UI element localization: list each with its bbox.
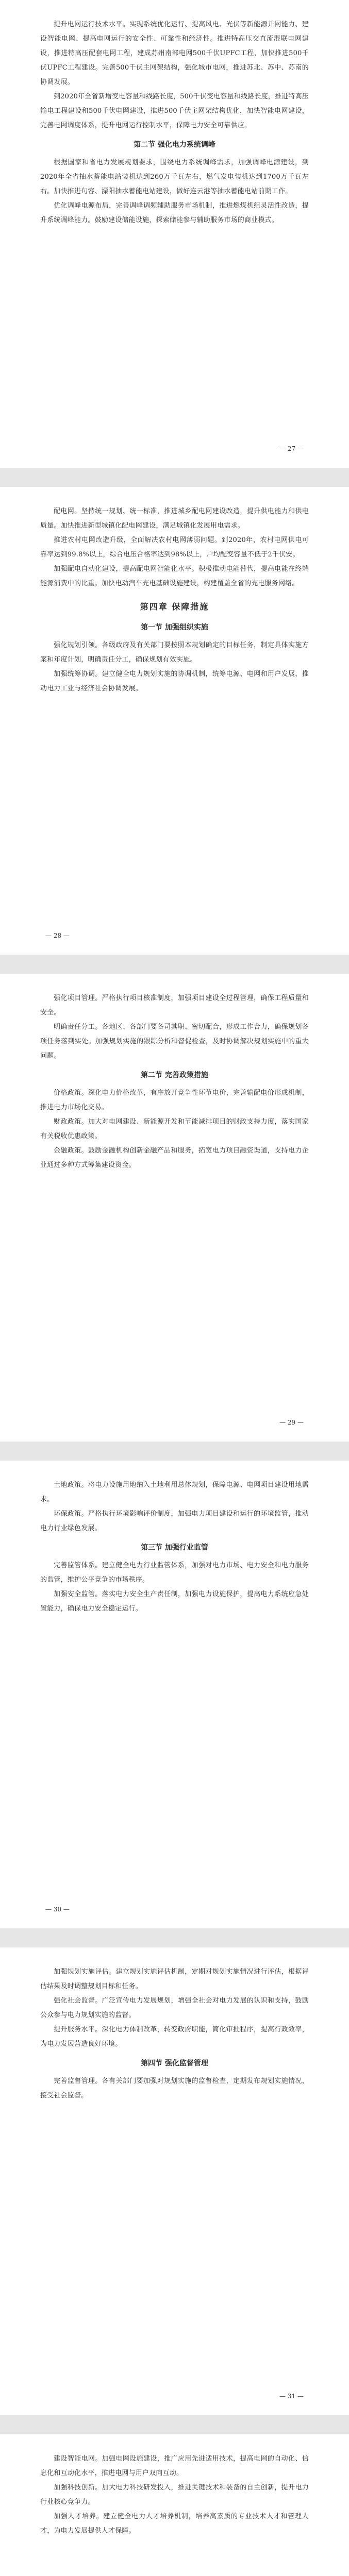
paragraph: 根据国家和省电力发展规划要求，围绕电力系统调峰需求，加强调峰电源建设，到2020年全省抽水蓄能电站装机达到260万千瓦左右，燃气发电装机达到1700万千瓦左右。加快推进句容、溧阳抽水蓄能电站建设，做好连云港等抽水蓄能电站前期工作。	[40, 159, 309, 195]
section-heading: 第三节 加强行业监管	[141, 1544, 208, 1552]
paragraph: 提升电网运行技术水平。实现系统优化运行、提高风电、光伏等新能源并网能力、建设智能电网、提高电网运行的安全性、可靠性和经济性。推进特高压交直流混联电网建设，推进特高压配套电网工程，建成苏州南部电网500千伏UPFC工程，加快推进500千伏UPFC工程建设。完善500千伏主网架结构，强化城市电网，推进苏北、苏中、苏南的协调发展。	[40, 21, 309, 86]
paragraph: 到2020年全省新增变电容量和线路长度，500千伏变电容量和线路长度，推进特高压输电工程建设和500千伏电网建设，推进500千伏主网架结构优化，加快智能电网建设，完善电网调度体系，提升电网运行控制水平，保障电力安全可靠供应。	[40, 93, 309, 129]
paragraph: 土地政策。将电力设施用地纳入土地利用总体规划，保障电源、电网项目建设用地需求。	[40, 1481, 309, 1503]
paragraph: 配电网。坚持统一规划、统一标准，推进城乡配电网建设改造，提升供电能力和供电质量。加快推进新型城镇化配电网建设，满足城镇化发展用电需求。	[40, 507, 309, 530]
document-page-4	[0, 1461, 349, 1928]
paragraph: 强化规划引领。各级政府及有关部门要按照本规划确定的目标任务，制定具体实施方案和年度计划，明确责任分工，确保规划有效实施。	[40, 641, 309, 664]
page-number: — 30 —	[45, 1906, 70, 1913]
paragraph: 加强统筹协调。建立健全电力规划实施的协调机制，统筹电源、电网和用户发展，推动电力工业与经济社会协调发展。	[40, 670, 309, 692]
paragraph: 强化项目管理。严格执行项目核准制度，加强项目建设全过程管理，确保工程质量和安全。	[40, 994, 309, 1016]
page-number: — 28 —	[45, 932, 70, 939]
paragraph: 价格政策。深化电力价格改革，有序放开竞争性环节电价，完善输配电价形成机制，推进电力市场化交易。	[40, 1089, 309, 1111]
chapter-heading: 第四章 保障措施	[140, 602, 209, 612]
document-page-1	[0, 0, 349, 468]
paragraph: 提升服务水平。深化电力体制改革，转变政府职能，简化审批程序，提高行政效率，为电力发展营造良好环境。	[40, 2026, 309, 2048]
document-page-3	[0, 974, 349, 1442]
paragraph: 加强科技创新。加大电力科技研发投入，推进关键技术和装备的自主创新，提升电力行业核心竞争力。	[40, 2484, 309, 2506]
paragraph: 加强安全监管。落实电力安全生产责任制，加强电力设施保护，提高电力系统应急处置能力，确保电力安全稳定运行。	[40, 1590, 309, 1613]
paragraph: 完善监督管理。各有关部门要加强对规划实施的监督检查，定期发布规划实施情况，接受社会监督。	[40, 2077, 309, 2099]
section-heading: 第二节 完善政策措施	[141, 1071, 208, 1079]
page-number: — 31 —	[279, 2393, 304, 2400]
paragraph: 财政政策。加大对电网建设、新能源开发和节能减排项目的财政支持力度，落实国家有关税收优惠政策。	[40, 1118, 309, 1140]
paragraph: 加强规划实施评估。建立规划实施评估机制，定期对规划实施情况进行评估，根据评估结果及时调整规划目标和任务。	[40, 1968, 309, 1990]
section-heading: 第二节 强化电力系统调峰	[134, 141, 215, 149]
paragraph: 加强人才培养。建立健全电力人才培养机制，培养高素质的专业技术人才和管理人才，为电力发展提供人才保障。	[40, 2513, 309, 2535]
paragraph: 推进农村电网改造升级，全面解决农村电网薄弱问题。到2020年，农村电网供电可靠率达到99.8%以上，综合电压合格率达到98%以上，户均配变容量不低于2千伏安。	[40, 536, 309, 558]
paragraph: 优化调峰电源布局，完善调峰调频辅助服务市场机制，推进燃煤机组灵活性改造，提升系统调峰能力。鼓励建设储能设施，探索储能参与辅助服务市场的商业模式。	[40, 202, 309, 224]
paragraph: 强化社会监督。广泛宣传电力发展规划，增强全社会对电力发展的认识和支持，鼓励公众参与电力规划实施的监督。	[40, 1997, 309, 2019]
document-page-6	[0, 2434, 349, 2576]
paragraph: 加强配电自动化建设，提高配电网智能化水平。积极推动电能替代，提高电能在终端能源消费中的比重。加快电动汽车充电基础设施建设，构建覆盖全省的充电服务网络。	[40, 565, 309, 587]
paragraph: 金融政策。鼓励金融机构创新金融产品和服务，拓宽电力项目融资渠道，支持电力企业通过多种方式筹集建设资金。	[40, 1147, 309, 1169]
paragraph: 完善监管体系。建立健全电力行业监管体系，加强对电力市场、电力安全和电力服务的监管，维护公平竞争的市场秩序。	[40, 1562, 309, 1584]
paragraph: 环保政策。严格执行环境影响评价制度，加强电力项目建设和运行的环境监管，推动电力行业绿色发展。	[40, 1510, 309, 1532]
page-number: — 29 —	[279, 1419, 304, 1426]
section-heading: 第一节 加强组织实施	[141, 623, 208, 632]
page-number: — 27 —	[279, 445, 304, 452]
section-heading: 第四节 强化监督管理	[141, 2059, 208, 2067]
document-page-5	[0, 1947, 349, 2415]
paragraph: 明确责任分工。各地区、各部门要各司其职、密切配合，形成工作合力，确保规划各项任务落到实处。加强规划实施的跟踪分析和督促检查，及时协调解决规划实施中的重大问题。	[40, 1023, 309, 1060]
paragraph: 建设智能电网。加强电网设施建设，推广应用先进适用技术，提高电网的自动化、信息化和互动化水平，推进电网与用户双向互动。	[40, 2455, 309, 2477]
document-page-2	[0, 487, 349, 955]
